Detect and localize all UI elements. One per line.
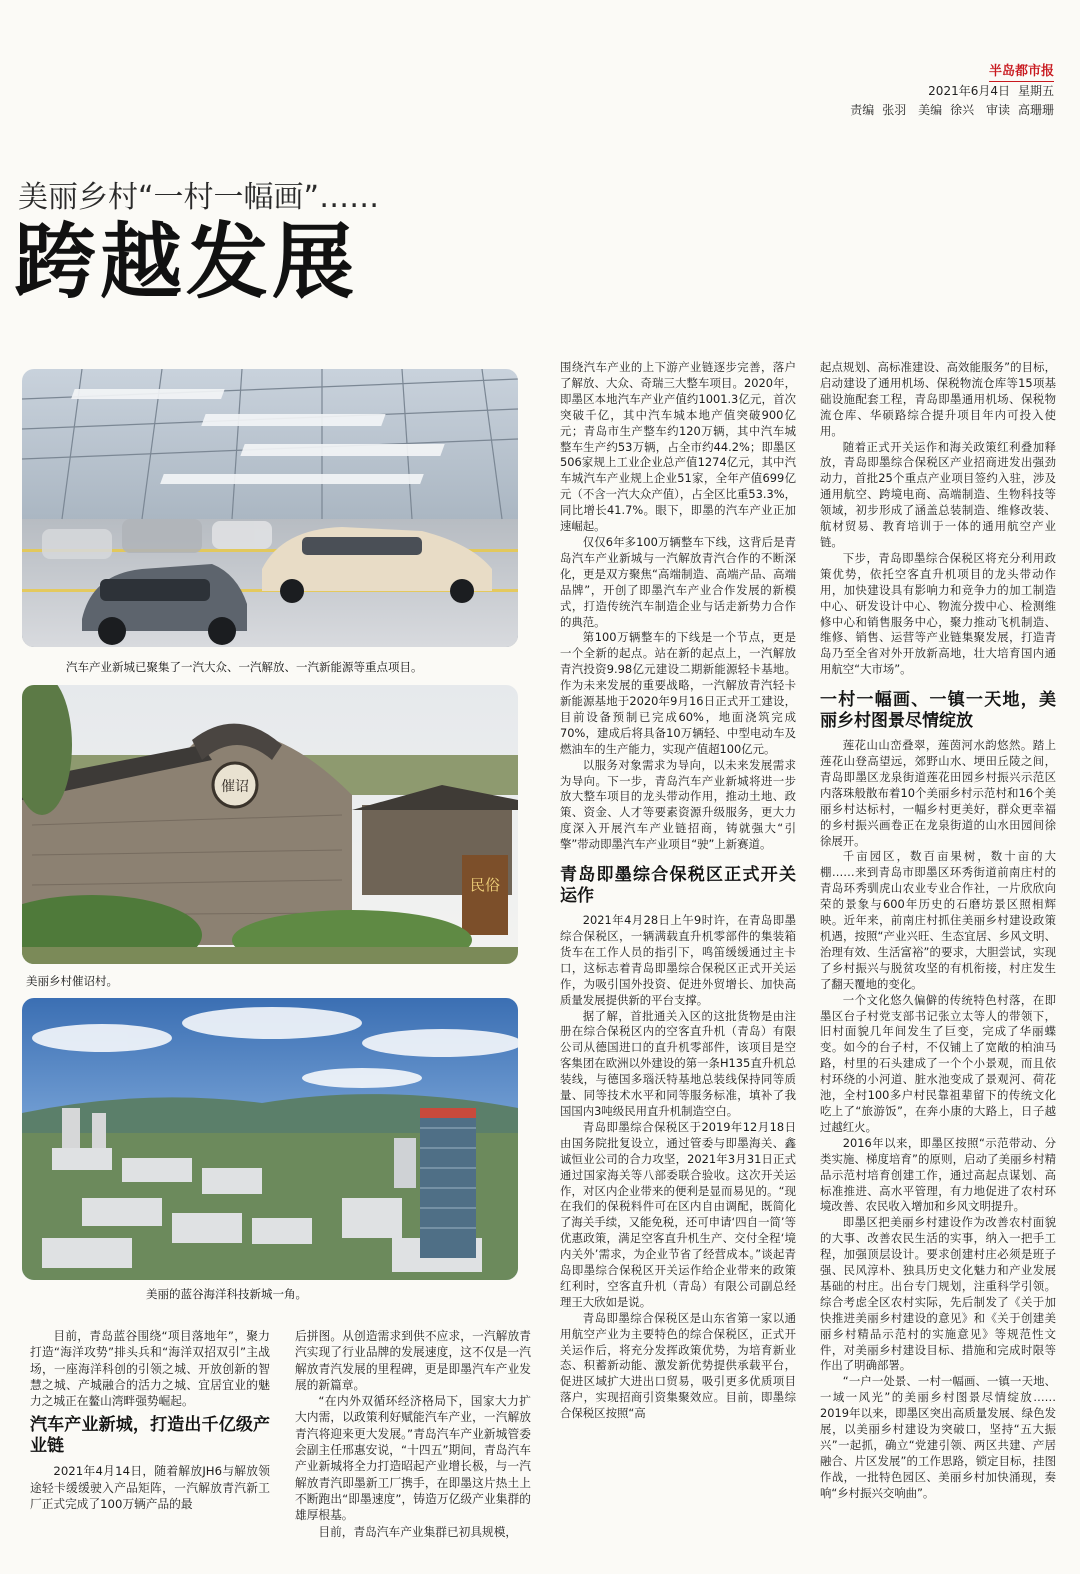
photo-caption: 美丽的蓝谷海洋科技新城一角。 — [146, 1287, 307, 1301]
paragraph: 2021年4月28日上午9时许，在青岛即墨综合保税区，一辆满载直升机零部件的集装箱货车在工作人员的指引下，鸣笛缓缓通过主卡口，这标志着青岛即墨综合保税区正式开关运作，为吸引国外投资、促进外贸增长、加快高质量发展提供新的平台支撑。 — [560, 913, 796, 1007]
paragraph: 据了解，首批通关入区的这批货物是由注册在综合保税区内的空客直升机（青岛）有限公司从德国进口的直升机零部件，该项目是空客集团在欧洲以外建设的第一条H135直升机总装线，与德国多瑙沃特基地总装线保持同等质量、同等技术水平和同等服务标准，填补了我国国内3吨级民用直升机制造空白。 — [560, 1008, 796, 1118]
proof-label: 审读 — [985, 103, 1010, 117]
paragraph: 千亩园区，数百亩果树，数十亩的大棚……来到青岛市即墨区环秀街道前南庄村的青岛环秀驯虎山农业专业合作社，一片欣欣向荣的景象与600年历史的石磨坊景区照相辉映。近年来，前南庄村抓住美丽乡村建设政策机遇，按照“产业兴旺、生态宜居、乡风文明、治理有效、生活富裕”的要求，大胆尝试，实现了乡村振兴与脱贫攻坚的有机衔接，村庄发生了翻天覆地的变化。 — [820, 849, 1056, 991]
car-factory-photo — [22, 369, 518, 647]
paragraph: 一个文化悠久偏僻的传统特色村落，在即墨区台子村党支部书记张立太等人的带领下，旧村面貌几年间发生了巨变，完成了华丽蝶变。如今的台子村，不仅铺上了宽敞的柏油马路，村里的石头建成了一个个小景观，而且依村环绕的小河道、脏水池变成了景观河、荷花池，全村100多户村民靠祖辈留下的传统文化吃上了“旅游饭”，在奔小康的大路上，日子越过越红火。 — [820, 992, 1056, 1134]
article-column-4 — [820, 360, 1056, 1502]
proofreader: 高珊珊 — [1017, 103, 1054, 117]
weekday: 星期五 — [1017, 84, 1054, 98]
paragraph: 围绕汽车产业的上下游产业链逐步完善，落户了解放、大众、奇瑞三大整车项目。2020年，即墨区本地汽车产业产值约1001.3亿元，首次突破千亿，其中汽车城本地产值突破900亿元；青岛市生产整车约120万辆，其中汽车城整车生产约53万辆，占全市约44.2%；即墨区506家规上工业企业总产值1274亿元，其中汽车城汽车产业规上企业51家，全年产值699亿元（不含一汽大众产值），占全区比重53.3%，同比增长41.7%。眼下，即墨的汽车产业正加速崛起。 — [560, 360, 796, 534]
editor: 张羽 — [882, 103, 907, 117]
paragraph: 2016年以来，即墨区按照“示范带动、分类实施、梯度培育”的原则，启动了美丽乡村精品示范村培育创建工作，通过高起点谋划、高标准推进、高水平管理，有力地促进了农村环境改善、农民收入增加和乡风文明提升。 — [820, 1135, 1056, 1214]
newspaper-masthead: 半岛都市报 — [989, 60, 1054, 82]
paragraph: 第100万辆整车的下线是一个节点，更是一个全新的起点。站在新的起点上，一汽解放青汽投资9.98亿元建设二期新能源轻卡基地。作为未来发展的重要战略，一汽解放青汽轻卡新能源基地于2020年9月16日正式开工建设，目前设备预制已完成60%，地面浇筑完成70%，建成后将具备10万辆轻、中型电动车及燃油车的生产能力，实现产值超100亿元。 — [560, 630, 796, 756]
dateline — [842, 82, 1054, 120]
paragraph: “一户一处景、一村一幅画、一镇一天地、一域一风光”的美丽乡村图景尽情绽放……2019年以来，即墨区突出高质量发展、绿色发展，以美丽乡村建设为突破口，坚持“五大振兴”一起抓，确立“党建引领、两区共建、产居融合、片区发展”的工作思路，锁定目标，挂图作战，一批特色园区、美丽乡村加快涌现，奏响“乡村振兴交响曲”。 — [820, 1374, 1056, 1500]
paragraph: 目前，青岛蓝谷围绕“项目落地年”，聚力打造“海洋攻势”排头兵和“海洋双招双引”主战场，一座海洋科创的引领之城、开放创新的智慧之城、产城融合的活力之城、宜居宜业的魅力之城正在鳌山湾畔强势崛起。 — [30, 1329, 270, 1409]
date: 2021年6月4日 — [928, 84, 1010, 98]
article-column-1 — [30, 1328, 270, 1512]
paragraph: 以服务对象需求为导向，以未来发展需求为导向。下一步，青岛汽车产业新城将进一步放大整车项目的龙头带动作用，推动土地、政策、资金、人才等要素资源升级服务，更大力度深入开展汽车产业链招商，铸就强大“引擎”带动即墨汽车产业项目“驶”上新赛道。 — [560, 757, 796, 852]
city-aerial-photo — [22, 998, 518, 1280]
article-column-2 — [295, 1328, 531, 1540]
article-column-3 — [560, 360, 796, 1422]
paragraph: 下步，青岛即墨综合保税区将充分利用政策优势，依托空客直升机项目的龙头带动作用，加快建设具有影响力和竞争力的加工制造中心、研发设计中心、物流分拨中心、检测维修中心和销售服务中心，聚力推动飞机制造、维修、销售、运营等产业链集聚发展，打造青岛乃至全省对外开放新高地，壮大培育国内通用航空“大市场”。 — [820, 550, 1056, 677]
paragraph: 莲花山山峦叠翠，莲茵河水韵悠然。踏上莲花山登高望远，郊野山水、埂田丘陵之间，青岛即墨区龙泉街道莲花田园乡村振兴示范区内落珠般散布着10个美丽乡村示范村和16个美丽乡村达标村，一幅乡村更美好，群众更幸福的乡村振兴画卷正在龙泉街道的山水田园间徐徐展开。 — [820, 738, 1056, 848]
kicker-headline: 美丽乡村“一村一幅画”…… — [18, 180, 380, 215]
section-heading: 汽车产业新城，打造出千亿级产业链 — [30, 1415, 270, 1457]
paragraph: 即墨区把美丽乡村建设作为改善农村面貌的大事、改善农民生活的实事，纳入一把手工程，加强顶层设计。要求创建村庄必须是班子强、民风淳朴、独具历史文化魅力和产业发展基础的村庄。出台专门规划，注重科学引领。综合考虑全区农村实际，先后制发了《关于加快推进美丽乡村建设的意见》和《关于创建美丽乡村精品示范村的实施意见》等规范性文件，对美丽乡村建设目标、措施和完成时限等作出了明确部署。 — [820, 1215, 1056, 1373]
editor-label: 责编 — [850, 103, 875, 117]
paragraph: 仅仅6年多100万辆整车下线，这背后是青岛汽车产业新城与一汽解放青汽合作的不断深化，更是双方聚焦“高端制造、高端产品、高端品牌”，开创了即墨汽车产业合作发展的新模式，打造传统汽车制造企业与话走新势力合作的典范。 — [560, 534, 796, 629]
paragraph: 目前，青岛汽车产业集群已初具规模， — [318, 1524, 518, 1539]
folk-sign-text: 民俗 — [469, 876, 501, 894]
paragraph: 后拼图。从创造需求到供不应求，一汽解放青汽实现了行业品牌的发展速度，这不仅是一汽解放青汽发展的里程碑，更是即墨汽车产业发展的新篇章。 — [295, 1329, 531, 1392]
paragraph: 青岛即墨综合保税区于2019年12月18日由国务院批复设立，通过管委与即墨海关、鑫诚恒业公司的合力攻坚，2021年3月31日正式通过国家海关等八部委联合验收。这次开关运作，对区内企业带来的便利是显而易见的。“现在我们的保税料件可在区内自由调配，既简化了海关手续，又能免税，还可申请‘四自一简’等优惠政策，满足空客直升机生产、交付全程‘境内关外’需求，为企业节省了经营成本。”谈起青岛即墨综合保税区开关运作给企业带来的政策红利时，空客直升机（青岛）有限公司副总经理王大欣如是说。 — [560, 1119, 796, 1309]
village-sign-text: 催诏 — [221, 779, 249, 795]
section-heading: 一村一幅画、一镇一天地，美丽乡村图景尽情绽放 — [820, 690, 1056, 732]
paragraph: “在内外双循环经济格局下，国家大力扩大内需，以政策利好赋能汽车产业，一汽解放青汽将迎来更大发展。”青岛汽车产业新城管委会副主任邢惠安说，“十四五”期间，青岛汽车产业新城将全力打造昭起产业增长极，与一汽解放青汽即墨新工厂携手，在即墨这片热土上不断跑出“即墨速度”，铸造万亿级产业集群的雄厚根基。 — [295, 1394, 531, 1523]
main-headline: 跨越发展 — [14, 215, 359, 310]
paragraph: 随着正式开关运作和海关政策红利叠加释放，青岛即墨综合保税区产业招商进发出强劲动力，首批25个重点产业项目签约入驻，涉及通用航空、跨境电商、高端制造、生物科技等领域，初步形成了涵盖总装制造、维修改装、航材贸易、教育培训于一体的通用航空产业链。 — [820, 439, 1056, 549]
paragraph: 青岛即墨综合保税区是山东省第一家以通用航空产业为主要特色的综合保税区，正式开关运作后，将充分发挥政策优势，为培育新业态、积蓄新动能、激发新优势提供承载平台，促进区域扩大进出口贸易，吸引更多优质项目落户，实现招商引资集聚效应。目前，即墨综合保税区按照“高 — [560, 1310, 796, 1421]
designer: 徐兴 — [950, 103, 975, 117]
photo-caption: 美丽乡村催诏村。 — [26, 974, 118, 988]
section-heading: 青岛即墨综合保税区正式开关运作 — [560, 865, 796, 907]
photo-caption: 汽车产业新城已聚集了一汽大众、一汽解放、一汽新能源等重点项目。 — [66, 660, 423, 674]
paragraph: 2021年4月14日，随着解放JH6与解放领途轻卡缓缓驶入产品矩阵，一汽解放青汽新工厂正式完成了100万辆产品的最 — [30, 1464, 270, 1512]
designer-label: 美编 — [918, 103, 943, 117]
village-photo — [22, 685, 518, 964]
paragraph: 起点规划、高标准建设、高效能服务”的目标，启动建设了通用机场、保税物流仓库等15项基础设施配套工程，青岛即墨通用机场、保税物流仓库、华硕路综合提升项目年内可投入使用。 — [820, 360, 1056, 438]
